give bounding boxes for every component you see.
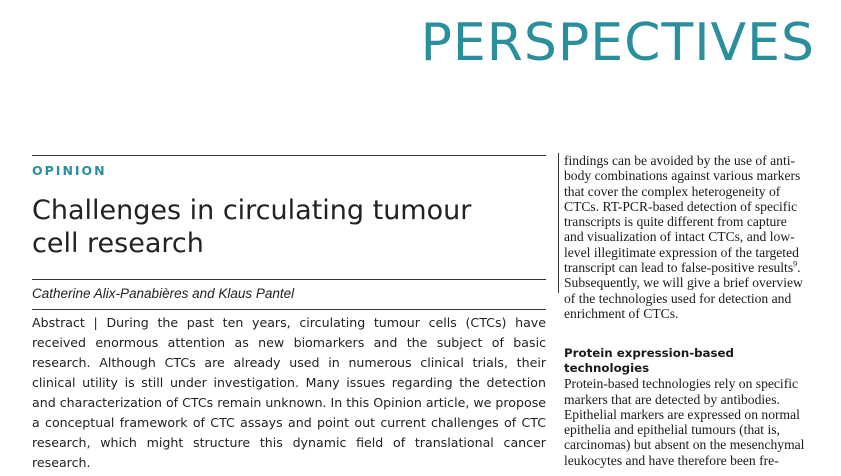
author-list: Catherine Alix-Panabières and Klaus Pantel [32, 286, 295, 301]
body-paragraph-2: Protein-based technologies rely on specific markers that are detected by antibodies. Epithelial markers are expressed on normal epithelia and epithelial tumours (that is, carcinomas) but absent on the mesenchymal leukocytes and have therefore been fre- [564, 376, 805, 468]
section-label: OPINION [32, 163, 107, 178]
body-paragraph-1-end: . Subsequently, we will give a brief overview of the technologies used for detection and enrichment of CTCs. [564, 260, 803, 321]
title-rule [32, 279, 546, 280]
body-paragraph-1 [564, 153, 808, 321]
author-rule [32, 309, 546, 310]
body-paragraph-1-text: findings can be avoided by the use of anti-body combinations against various markers that cover the complex heterogeneity of CTCs. RT-PCR-based detection of specific transcripts is quite different from capture and visualization of intact CTCs, and low-level illegitimate expression of the targeted transcript can lead to false-positive results [564, 153, 801, 276]
right-column [564, 153, 808, 468]
top-rule [32, 155, 546, 156]
column-rule [558, 153, 559, 293]
journal-banner: PERSPECTIVES [420, 13, 815, 73]
article-title: Challenges in circulating tumour cell research [32, 195, 472, 259]
reference-marker[interactable]: 9 [793, 259, 798, 269]
abstract-text: Abstract | During the past ten years, circulating tumour cells (CTCs) have received enormous attention as new biomarkers and the subject of basic research. Although CTCs are already used in numerous clinical trials, their clinical utility is still under investigation. Many issues regarding the detection and characterization of CTCs remain unknown. In this Opinion article, we propose a conceptual framework of CTC assays and point out current challenges of CTC research, which might structure this dynamic field of translational cancer research. [32, 315, 546, 470]
section-subheading: Protein expression-based technologies [564, 346, 734, 376]
